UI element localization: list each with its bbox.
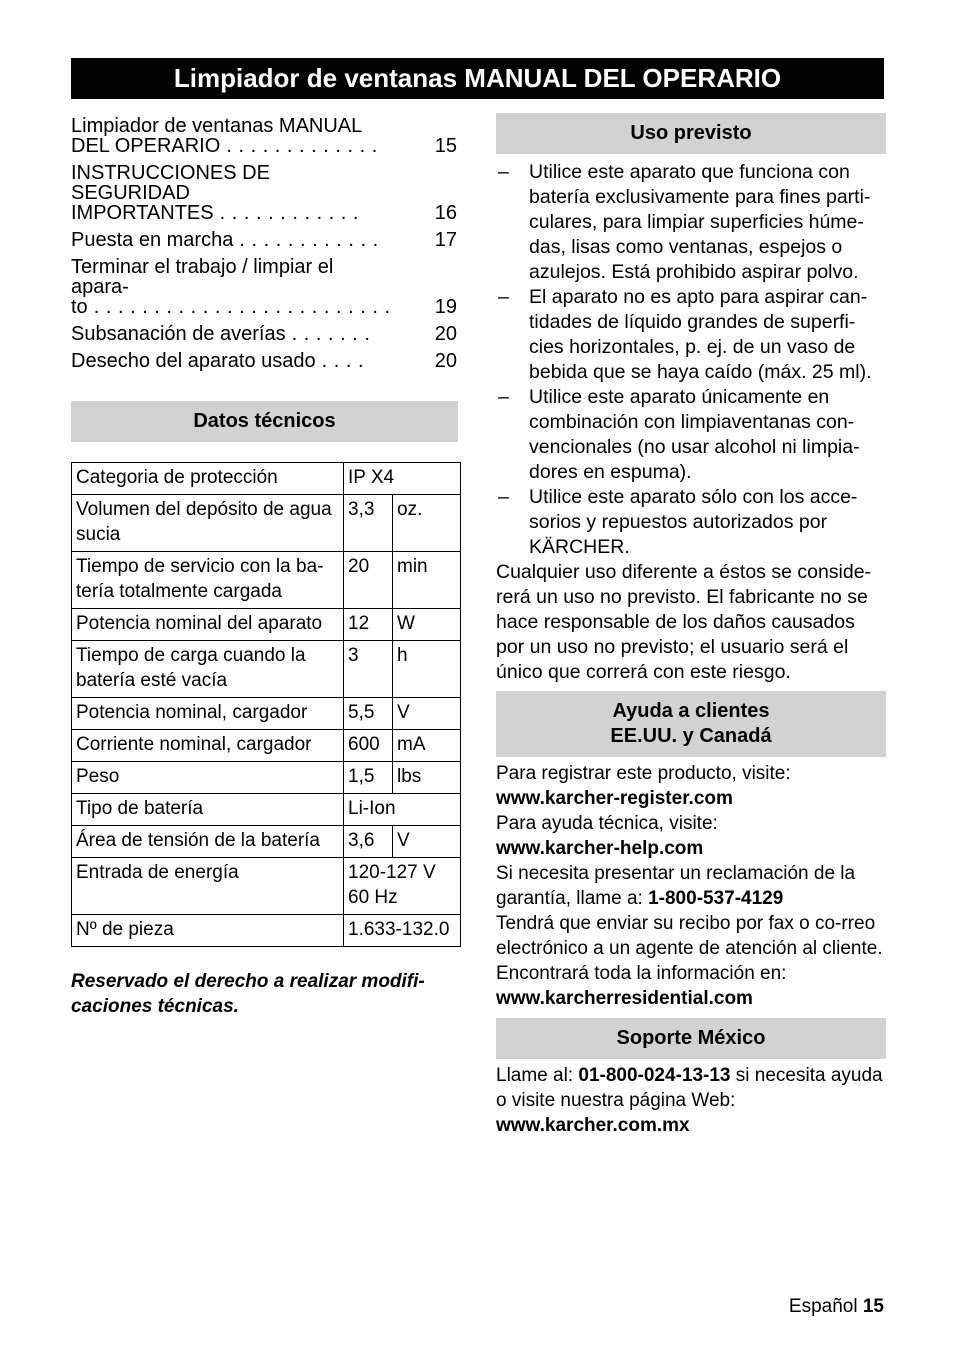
spec-value: 3,3 xyxy=(344,495,393,552)
spec-value: 3,6 xyxy=(344,826,393,858)
help-link[interactable]: www.karcher-help.com xyxy=(496,838,704,859)
spec-unit: mA xyxy=(393,730,461,762)
dash-bullet: – xyxy=(498,386,509,408)
toc-line2: IMPORTANTES xyxy=(71,202,214,224)
page-footer xyxy=(789,1296,884,1318)
toc-line1: Terminar el trabajo / limpiar el apara- xyxy=(71,256,334,298)
intended-use-list xyxy=(496,160,886,560)
spec-value: 120-127 V 60 Hz xyxy=(344,858,461,915)
table-row xyxy=(72,552,461,609)
page-number: 15 xyxy=(862,1296,884,1317)
toc-dots: . . . . . . . . . . . . xyxy=(213,202,359,224)
list-item-text: Utilice este aparato sólo con los acce-sorios y repuestos autorizados por KÄRCHER. xyxy=(529,486,858,558)
mexico-link[interactable]: www.karcher.com.mx xyxy=(496,1115,690,1136)
list-item-text: El aparato no es apto para aspirar can-tidades de líquido grandes de superfi-cies horizontales, p. ej. de un vaso de bebida que se haya caído (máx. 25 ml). xyxy=(529,286,872,383)
spec-unit: lbs xyxy=(393,762,461,794)
spec-label: Tipo de batería xyxy=(72,794,344,826)
list-item-text: Utilice este aparato que funciona con batería exclusivamente para fines parti-culares, para limpiar superficies húme-das, lisas como ventanas, espejos o azulejos. Está prohibido aspirar polvo. xyxy=(529,161,871,283)
spec-label: Tiempo de carga cuando la batería esté vacía xyxy=(72,641,344,698)
dash-bullet: – xyxy=(498,486,509,508)
spec-value: 20 xyxy=(344,552,393,609)
call-label: Llame al: xyxy=(496,1065,579,1086)
spec-value: Li-Ion xyxy=(344,794,461,826)
toc-entry[interactable] xyxy=(71,257,461,317)
page-title: Limpiador de ventanas MANUAL DEL OPERARIO xyxy=(71,58,884,99)
spec-label: Tiempo de servicio con la ba-tería totalmente cargada xyxy=(72,552,344,609)
technical-changes-note: Reservado el derecho a realizar modifi-caciones técnicas. xyxy=(71,971,425,1017)
toc-dots: . . . . . . . . . . . . xyxy=(233,229,379,251)
customer-help-heading xyxy=(496,691,886,757)
spec-value: 1.633-132.0 xyxy=(344,915,461,947)
spec-unit: V xyxy=(393,698,461,730)
spec-value: 12 xyxy=(344,609,393,641)
table-row xyxy=(72,609,461,641)
toc-line1: Limpiador de ventanas MANUAL xyxy=(71,115,363,137)
help-text: Para ayuda técnica, visite: xyxy=(496,813,718,834)
residential-link[interactable]: www.karcherresidential.com xyxy=(496,988,753,1009)
toc-entry[interactable] xyxy=(71,351,461,371)
register-text: Para registrar este producto, visite: xyxy=(496,763,791,784)
toc-line2: Subsanación de averías xyxy=(71,323,286,345)
mexico-phone[interactable]: 01-800-024-13-13 xyxy=(578,1065,731,1086)
toc-entry[interactable] xyxy=(71,324,461,344)
tech-data-table xyxy=(71,462,461,947)
warranty-label: Si necesita presentar un reclamación de la garantía, llame a: xyxy=(496,863,856,909)
toc-dots: . . . . xyxy=(315,350,365,372)
toc-page: 20 xyxy=(434,350,457,372)
table-of-contents xyxy=(71,116,461,371)
toc-line2: DEL OPERARIO xyxy=(71,135,221,157)
toc-line2: to xyxy=(71,296,88,318)
spec-label: Nº de pieza xyxy=(72,915,344,947)
toc-dots: . . . . . . . . . . . . . . . . . . . . . . . . . xyxy=(87,296,391,318)
list-item-text: Utilice este aparato únicamente en combinación con limpiaventanas con-vencionales (no usar alcohol ni limpia-dores en espuma). xyxy=(529,386,860,483)
table-row xyxy=(72,495,461,552)
toc-entry[interactable] xyxy=(71,116,461,156)
warranty-phone[interactable]: 1-800-537-4129 xyxy=(648,888,784,909)
spec-value: 3 xyxy=(344,641,393,698)
toc-page: 20 xyxy=(434,323,457,345)
spec-value: 1,5 xyxy=(344,762,393,794)
list-item xyxy=(496,285,886,385)
spec-label: Peso xyxy=(72,762,344,794)
spec-label: Corriente nominal, cargador xyxy=(72,730,344,762)
mexico-support-block xyxy=(496,1063,886,1138)
customer-help-heading-line1: Ayuda a clientes xyxy=(612,700,770,722)
spec-unit: min xyxy=(393,552,461,609)
liability-paragraph: Cualquier uso diferente a éstos se conside-rerá un uso no previsto. El fabricante no se hace responsable de los daños causados por un uso no previsto; el usuario será el único que correrá con este riesgo. xyxy=(496,561,872,683)
warranty-text xyxy=(496,861,886,911)
spec-label: Entrada de energía xyxy=(72,858,344,915)
toc-entry[interactable] xyxy=(71,163,461,223)
call-suffix: si necesita ayuda o visite nuestra página Web: xyxy=(496,1065,883,1111)
list-item xyxy=(496,485,886,560)
toc-line1: INSTRUCCIONES DE SEGURIDAD xyxy=(71,162,270,204)
spec-value: 5,5 xyxy=(344,698,393,730)
toc-dots: . . . . . . . xyxy=(285,323,371,345)
toc-entry[interactable] xyxy=(71,230,461,250)
toc-page: 16 xyxy=(434,202,457,224)
fax-text: Tendrá que enviar su recibo por fax o co-rreo electrónico a un agente de atención al cliente. Encontrará toda la información en: xyxy=(496,913,883,984)
spec-label: Volumen del depósito de agua sucia xyxy=(72,495,344,552)
toc-page: 17 xyxy=(434,229,457,251)
footer-language: Español xyxy=(788,1296,858,1317)
spec-value: 600 xyxy=(344,730,393,762)
table-row xyxy=(72,730,461,762)
spec-unit: V xyxy=(393,826,461,858)
dash-bullet: – xyxy=(498,286,509,308)
list-item xyxy=(496,385,886,485)
intended-use-heading: Uso previsto xyxy=(496,113,886,154)
register-link[interactable]: www.karcher-register.com xyxy=(496,788,733,809)
toc-dots: . . . . . . . . . . . . . xyxy=(220,135,378,157)
spec-unit: W xyxy=(393,609,461,641)
spec-label: Categoria de protección xyxy=(72,463,344,495)
table-row xyxy=(72,641,461,698)
toc-line2: Puesta en marcha xyxy=(71,229,234,251)
spec-value: IP X4 xyxy=(344,463,461,495)
table-row xyxy=(72,826,461,858)
spec-label: Potencia nominal del aparato xyxy=(72,609,344,641)
toc-page: 15 xyxy=(434,135,457,157)
table-row xyxy=(72,794,461,826)
spec-label: Área de tensión de la batería xyxy=(72,826,344,858)
spec-unit: h xyxy=(393,641,461,698)
toc-page: 19 xyxy=(434,296,457,318)
mexico-call-text xyxy=(496,1063,886,1113)
mexico-support-heading: Soporte México xyxy=(496,1018,886,1059)
customer-help-block xyxy=(496,761,886,1011)
table-row xyxy=(72,858,461,915)
table-row xyxy=(72,463,461,495)
table-row xyxy=(72,915,461,947)
customer-help-heading-line2: EE.UU. y Canadá xyxy=(610,725,772,747)
spec-label: Potencia nominal, cargador xyxy=(72,698,344,730)
tech-data-heading: Datos técnicos xyxy=(71,401,458,442)
toc-line2: Desecho del aparato usado xyxy=(71,350,316,372)
dash-bullet: – xyxy=(498,161,509,183)
table-row xyxy=(72,762,461,794)
spec-unit: oz. xyxy=(393,495,461,552)
table-row xyxy=(72,698,461,730)
list-item xyxy=(496,160,886,285)
left-column xyxy=(71,116,461,1019)
right-column xyxy=(496,113,886,1138)
